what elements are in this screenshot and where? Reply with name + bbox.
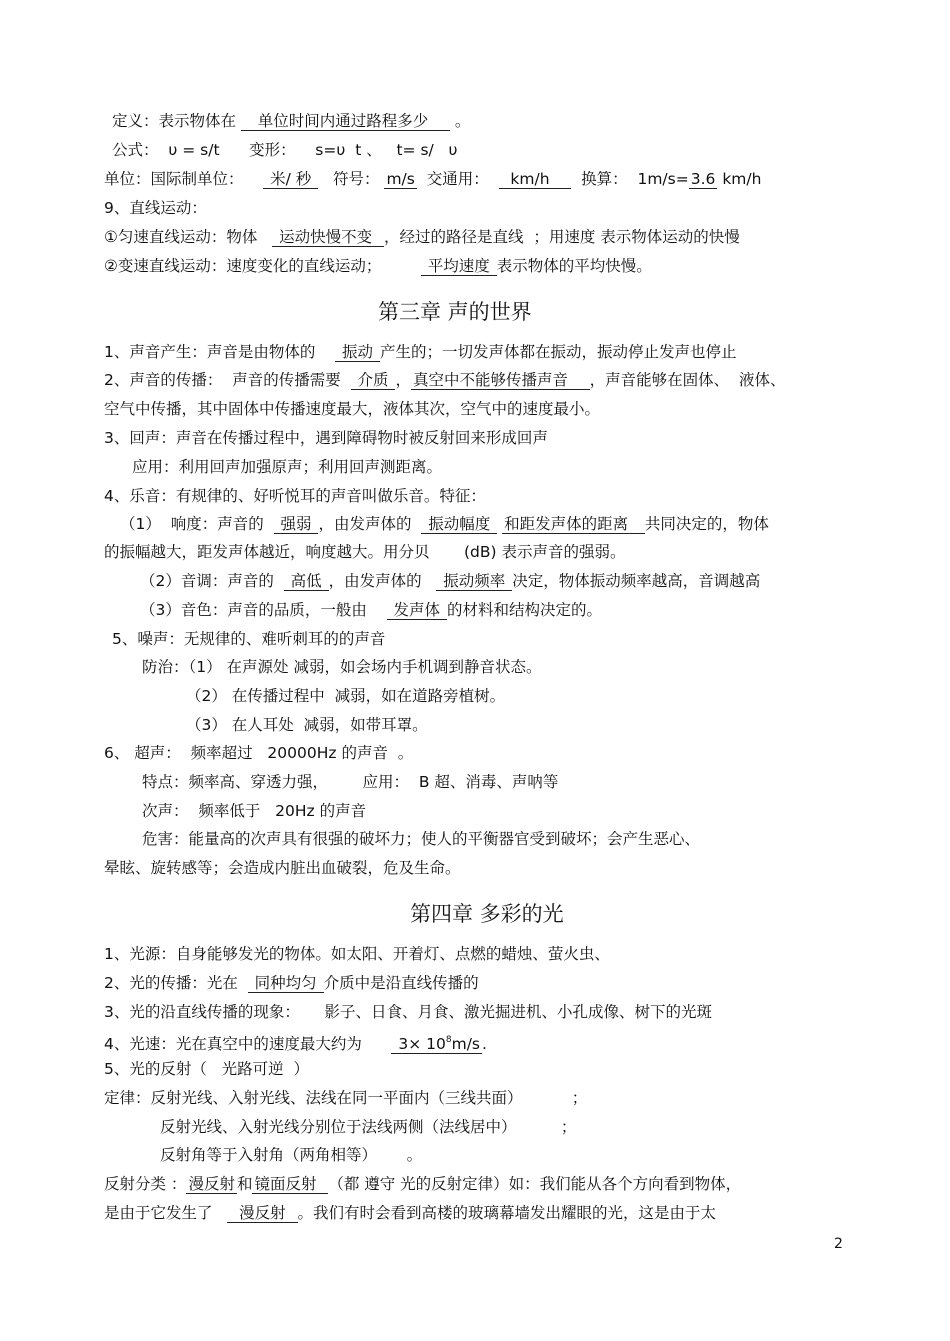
fill-in-answer: km/h xyxy=(500,170,570,188)
text-segment: 和 xyxy=(236,1175,253,1193)
text-line xyxy=(104,1088,587,1108)
text-line xyxy=(104,428,548,448)
text-segment: ①匀速直线运动：物体 xyxy=(104,228,273,246)
fill-in-answer: 同种均匀 xyxy=(249,974,322,992)
fill-in-answer: 高低 xyxy=(285,572,327,590)
text-segment: （2） 在传播过程中 减弱，如在道路旁植树。 xyxy=(186,687,506,705)
text-segment: 6、 超声： 频率超过 20000Hz 的声音 。 xyxy=(104,744,414,762)
fill-in-answer: 镜面反射 xyxy=(254,1175,327,1193)
text-segment: （都 遵守 光的反射定律）如：我们能从各个方向看到物体， xyxy=(328,1175,742,1193)
text-line xyxy=(104,198,207,218)
page-number: 2 xyxy=(834,1236,843,1252)
text-segment: 产生的；一切发声体都在振动，振动停止发声也停止 xyxy=(379,343,737,361)
text-line xyxy=(104,169,761,189)
text-segment: 晕眩、旋转感等；会造成内脏出血破裂，危及生命。 xyxy=(104,859,461,877)
text-segment: 防治：（1） 在声源处 减弱，如会场内手机调到静音状态。 xyxy=(142,658,542,676)
text-line xyxy=(104,370,786,390)
text-segment: ，声音能够在固体、 液体、 xyxy=(589,371,786,389)
fill-in-answer: 真空中不能够传播声音 xyxy=(412,371,588,389)
text-segment: 反射分类 ： xyxy=(104,1175,187,1193)
fill-in-answer: 米/ 秒 xyxy=(265,170,317,188)
text-segment: 介质中是沿直线传播的 xyxy=(323,974,479,992)
text-segment: 5、噪声：无规律的、难听刺耳的的声音 xyxy=(112,630,386,648)
text-segment: 反射角等于入射角（两角相等） 。 xyxy=(160,1146,423,1164)
text-line xyxy=(104,399,600,419)
text-segment: 表示物体的平均快慢。 xyxy=(496,257,652,275)
text-segment: 3、光的沿直线传播的现象： 影子、日食、月食、激光掘进机、小孔成像、树下的光斑 xyxy=(104,1003,712,1021)
text-segment: 。我们有时会看到高楼的玻璃幕墙发出耀眼的光，这是由于太 xyxy=(297,1204,717,1222)
fill-in-answer: 漫反射 xyxy=(188,1175,235,1193)
chapter-heading: 第四章 多彩的光 xyxy=(410,902,564,926)
text-line xyxy=(104,1059,309,1079)
text-segment: 符号： xyxy=(318,170,385,188)
text-segment: 。 xyxy=(449,112,471,130)
text-segment: . xyxy=(482,1035,487,1053)
text-line xyxy=(104,227,740,247)
text-segment: 决定，物体振动频率越高，音调越高 xyxy=(512,572,761,590)
text-segment: ，由发声体的 xyxy=(318,515,422,533)
text-segment: （3） 在人耳处 减弱，如带耳罩。 xyxy=(186,716,428,734)
text-line xyxy=(104,973,479,993)
text-line xyxy=(104,1030,487,1054)
fill-in-answer: 和距发声体的距离 xyxy=(504,515,643,533)
text-segment: 1、光源：自身能够发光的物体。如太阳、开着灯、点燃的蜡烛、萤火虫、 xyxy=(104,945,610,963)
text-segment: 特点：频率高、穿透力强， 应用： B 超、消毒、声呐等 xyxy=(142,773,559,791)
text-line xyxy=(142,829,700,849)
text-segment: （2）音调：声音的 xyxy=(140,572,284,590)
text-segment: 次声： 频率低于 20Hz 的声音 xyxy=(142,802,367,820)
text-line xyxy=(140,600,602,620)
text-line xyxy=(104,743,413,763)
fill-in-answer: 单位时间内通过路程多少 xyxy=(242,112,448,130)
fill-in-answer: 振动幅度 xyxy=(423,515,496,533)
text-segment: 危害：能量高的次声具有很强的破坏力；使人的平衡器官受到破坏；会产生恶心、 xyxy=(142,830,701,848)
text-line xyxy=(112,140,458,160)
text-segment: 公式： υ = s/t 变形： s=υ t 、 t= s/ υ xyxy=(112,141,458,159)
chapter-heading: 第三章 声的世界 xyxy=(378,300,532,324)
text-line xyxy=(104,1174,741,1194)
text-line xyxy=(112,111,470,131)
fill-in-answer: 运动快慢不变 xyxy=(274,228,382,246)
text-line xyxy=(104,1002,712,1022)
text-line xyxy=(104,1203,716,1223)
text-segment: 定义：表示物体在 xyxy=(112,112,241,130)
text-segment: 交通用： xyxy=(416,170,499,188)
text-line xyxy=(160,1117,576,1137)
fill-in-answer: 振动频率 xyxy=(438,572,511,590)
text-segment: 9、直线运动： xyxy=(104,199,207,217)
text-line xyxy=(112,629,385,649)
text-segment: 2、声音的传播： 声音的传播需要 xyxy=(104,371,351,389)
text-line xyxy=(104,944,610,964)
text-segment: 4、光速：光在真空中的速度最大约为 xyxy=(104,1035,392,1053)
fill-in-answer: 振动 xyxy=(337,343,378,361)
fill-in-answer: 3.6 xyxy=(690,170,716,188)
text-line xyxy=(142,657,541,677)
text-segment: 的材料和结构决定的。 xyxy=(446,601,602,619)
text-line xyxy=(132,457,442,477)
text-segment: ②变速直线运动：速度变化的直线运动； xyxy=(104,257,421,275)
fill-in-answer: 漫反射 xyxy=(229,1204,296,1222)
text-segment: 的振幅越大，距发声体越近，响度越大。用分贝 (dB) 表示声音的强弱。 xyxy=(104,543,626,561)
text-segment: 应用：利用回声加强原声；利用回声测距离。 xyxy=(132,458,443,476)
text-segment: （1） 响度：声音的 xyxy=(120,515,274,533)
text-segment: 5、光的反射（ 光路可逆 ） xyxy=(104,1060,309,1078)
text-segment: 定律：反射光线、入射光线、法线在同一平面内（三线共面） ； xyxy=(104,1089,588,1107)
text-line xyxy=(104,256,652,276)
text-segment: km/h xyxy=(717,170,762,188)
fill-in-answer: m/s xyxy=(386,170,415,188)
text-line xyxy=(120,514,769,534)
fill-in-answer: $3\times 10^8m/s$ xyxy=(393,1035,481,1053)
text-line xyxy=(186,715,428,735)
text-segment: ，由发声体的 xyxy=(328,572,437,590)
text-segment: 空气中传播，其中固体中传播速度最大，液体其次，空气中的速度最小。 xyxy=(104,400,601,418)
text-line xyxy=(140,571,760,591)
text-segment: （3）音色：声音的品质，一般由 xyxy=(140,601,387,619)
text-line xyxy=(142,801,366,821)
text-segment: ，经过的路径是直线 ；用速度 表示物体运动的快慢 xyxy=(383,228,740,246)
fill-in-answer: 介质 xyxy=(352,371,394,389)
text-segment: 4、乐音：有规律的、好听悦耳的声音叫做乐音。特征： xyxy=(104,487,486,505)
text-line xyxy=(160,1145,422,1165)
text-segment: 单位：国际制单位： xyxy=(104,170,264,188)
text-segment: ， xyxy=(395,371,411,389)
fill-in-answer: 平均速度 xyxy=(422,257,495,275)
text-segment: 共同决定的，物体 xyxy=(644,515,769,533)
text-segment: 换算： 1m/s= xyxy=(571,170,689,188)
text-segment: 是由于它发生了 xyxy=(104,1204,228,1222)
text-line xyxy=(142,772,558,792)
text-line xyxy=(186,686,505,706)
text-line xyxy=(104,342,736,362)
text-segment: 1、声音产生：声音是由物体的 xyxy=(104,343,336,361)
text-segment: 3、回声：声音在传播过程中，遇到障碍物时被反射回来形成回声 xyxy=(104,429,548,447)
text-segment: 反射光线、入射光线分别位于法线两侧（法线居中） ； xyxy=(160,1118,577,1136)
text-line xyxy=(104,486,486,506)
fill-in-answer: 强弱 xyxy=(275,515,317,533)
text-line xyxy=(104,542,626,562)
text-segment: 2、光的传播：光在 xyxy=(104,974,248,992)
fill-in-answer: 发声体 xyxy=(388,601,445,619)
text-line xyxy=(104,858,461,878)
